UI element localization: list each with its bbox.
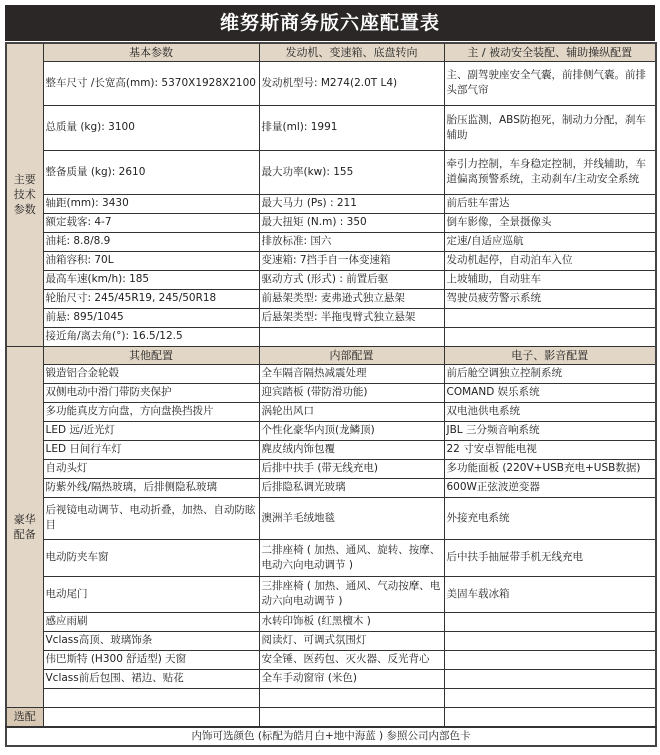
table-row <box>6 650 656 669</box>
table-row <box>6 251 656 270</box>
table-cell: 美固车载冰箱 <box>444 576 656 612</box>
table-row <box>6 688 656 707</box>
table-cell: 迎宾踏板 (带防滑功能) <box>259 383 444 402</box>
table-cell: 后排隐私调光玻璃 <box>259 478 444 497</box>
table-cell <box>444 688 656 707</box>
table-row <box>6 232 656 251</box>
table-row <box>6 213 656 232</box>
table-cell <box>444 669 656 688</box>
table-row <box>6 308 656 327</box>
table-cell <box>444 308 656 327</box>
table-row <box>6 440 656 459</box>
table-cell: 后悬架类型: 半拖曳臂式独立悬架 <box>259 308 444 327</box>
table-cell: 胎压监测，ABS防抱死，制动力分配，刹车辅助 <box>444 105 656 150</box>
table-row <box>6 612 656 631</box>
table-row <box>6 194 656 213</box>
table-row <box>6 539 656 576</box>
table-cell: 自动头灯 <box>43 459 259 478</box>
table-cell: 排放标准: 国六 <box>259 232 444 251</box>
config-table <box>5 42 657 747</box>
table-cell: 驱动方式 (形式) : 前置后驱 <box>259 270 444 289</box>
table-cell: 双侧电动中滑门带防夹保护 <box>43 383 259 402</box>
table-cell: 整备质量 (kg): 2610 <box>43 150 259 194</box>
table-row <box>6 289 656 308</box>
column-header: 主 / 被动安全装配、辅助操纵配置 <box>444 43 656 61</box>
table-row <box>6 669 656 688</box>
table-cell: 阅读灯、可调式氛围灯 <box>259 631 444 650</box>
table-cell: 牵引力控制，车身稳定控制，并线辅助，车道偏离预警系统，主动刹车/主动安全系统 <box>444 150 656 194</box>
table-cell: 双电池供电系统 <box>444 402 656 421</box>
table-cell: 多功能真皮方向盘，方向盘换挡拨片 <box>43 402 259 421</box>
column-header: 基本参数 <box>43 43 259 61</box>
table-row <box>6 421 656 440</box>
section-header-row <box>6 346 656 364</box>
table-cell: 个性化豪华内顶(龙鳞顶) <box>259 421 444 440</box>
table-cell: 总质量 (kg): 3100 <box>43 105 259 150</box>
table-cell <box>259 688 444 707</box>
table-cell <box>444 612 656 631</box>
table-cell: 锻造铝合金轮毂 <box>43 364 259 383</box>
table-row <box>6 478 656 497</box>
table-cell: LED 远/近光灯 <box>43 421 259 440</box>
column-header: 其他配置 <box>43 346 259 364</box>
table-cell: 油箱容积: 70L <box>43 251 259 270</box>
table-row <box>6 150 656 194</box>
table-row <box>6 105 656 150</box>
table-cell <box>43 688 259 707</box>
table-cell: 水转印饰板 (红黑檀木 ) <box>259 612 444 631</box>
table-cell: 轴距(mm): 3430 <box>43 194 259 213</box>
table-cell: JBL 三分频音响系统 <box>444 421 656 440</box>
table-row <box>6 402 656 421</box>
table-cell <box>259 707 444 727</box>
table-cell: 整车尺寸 /长宽高(mm): 5370X1928X2100 <box>43 61 259 105</box>
table-cell <box>259 327 444 346</box>
section-label: 主要 技术 参数 <box>6 43 43 346</box>
table-cell: 最大功率(kw): 155 <box>259 150 444 194</box>
column-header: 发动机、变速箱、底盘转向 <box>259 43 444 61</box>
table-cell: 电动防夹车窗 <box>43 539 259 576</box>
table-cell: 发动机型号: M274(2.0T L4) <box>259 61 444 105</box>
footer-note: 内饰可选颜色 (标配为皓月白+地中海蓝 ) 参照公司内部色卡 <box>6 727 656 746</box>
table-cell: 最高车速(km/h): 185 <box>43 270 259 289</box>
table-cell: 发动机起停，自动泊车入位 <box>444 251 656 270</box>
table-cell: 22 寸安卓智能电视 <box>444 440 656 459</box>
table-cell <box>444 707 656 727</box>
table-cell: 定速/自适应巡航 <box>444 232 656 251</box>
table-cell: Vclass前后包围、裙边、贴花 <box>43 669 259 688</box>
table-cell: 前悬架类型: 麦弗逊式独立悬架 <box>259 289 444 308</box>
table-cell: 电动尾门 <box>43 576 259 612</box>
table-row <box>6 707 656 727</box>
table-cell: 最大扭矩 (N.m) : 350 <box>259 213 444 232</box>
table-cell: LED 日间行车灯 <box>43 440 259 459</box>
table-cell: 倒车影像，全景摄像头 <box>444 213 656 232</box>
table-cell: 三排座椅 ( 加热、通风、气动按摩、电动六向电动调节 ) <box>259 576 444 612</box>
table-row <box>6 576 656 612</box>
column-header: 内部配置 <box>259 346 444 364</box>
section-label: 豪华 配备 <box>6 346 43 707</box>
table-cell: 600W正弦波逆变器 <box>444 478 656 497</box>
table-row <box>6 61 656 105</box>
table-cell: COMAND 娱乐系统 <box>444 383 656 402</box>
table-cell: 接近角/离去角(°): 16.5/12.5 <box>43 327 259 346</box>
table-cell: 主、副驾驶座安全气囊，前排侧气囊。前排头部气帘 <box>444 61 656 105</box>
table-row <box>6 459 656 478</box>
table-cell: 后中扶手抽屉带手机无线充电 <box>444 539 656 576</box>
table-cell: 油耗: 8.8/8.9 <box>43 232 259 251</box>
table-row <box>6 631 656 650</box>
table-cell: 额定载客: 4-7 <box>43 213 259 232</box>
table-cell: Vclass高顶、玻璃饰条 <box>43 631 259 650</box>
footer-row <box>6 727 656 746</box>
table-cell: 多功能面板 (220V+USB充电+USB数据) <box>444 459 656 478</box>
table-cell: 防紫外线/隔热玻璃，后排侧隐私玻璃 <box>43 478 259 497</box>
table-cell: 麂皮绒内饰包覆 <box>259 440 444 459</box>
table-row <box>6 497 656 539</box>
column-header: 电子、影音配置 <box>444 346 656 364</box>
table-cell: 澳洲羊毛绒地毯 <box>259 497 444 539</box>
section-header-row <box>6 43 656 61</box>
section-label: 选配 <box>6 707 43 727</box>
table-cell: 后视镜电动调节、电动折叠，加热、自动防眩目 <box>43 497 259 539</box>
table-cell <box>444 631 656 650</box>
table-cell <box>444 650 656 669</box>
table-cell: 感应雨刷 <box>43 612 259 631</box>
table-row <box>6 383 656 402</box>
table-cell: 最大马力 (Ps) : 211 <box>259 194 444 213</box>
table-cell: 上坡辅助，自动驻车 <box>444 270 656 289</box>
table-cell: 排量(ml): 1991 <box>259 105 444 150</box>
page-title: 维努斯商务版六座配置表 <box>5 5 655 41</box>
table-cell: 前后驻车雷达 <box>444 194 656 213</box>
table-cell: 安全锤、医药包、灭火器、反光背心 <box>259 650 444 669</box>
table-cell <box>444 327 656 346</box>
table-cell: 变速箱: 7挡手自一体变速箱 <box>259 251 444 270</box>
table-row <box>6 270 656 289</box>
table-cell: 前悬: 895/1045 <box>43 308 259 327</box>
table-row <box>6 364 656 383</box>
table-cell: 外接充电系统 <box>444 497 656 539</box>
table-cell: 后排中扶手 (带无线充电) <box>259 459 444 478</box>
table-cell: 伟巴斯特 (H300 舒适型) 天窗 <box>43 650 259 669</box>
table-cell: 驾驶员疲劳警示系统 <box>444 289 656 308</box>
table-cell: 轮胎尺寸: 245/45R19, 245/50R18 <box>43 289 259 308</box>
table-cell: 涡轮出风口 <box>259 402 444 421</box>
table-cell: 全车手动窗帘 (米色) <box>259 669 444 688</box>
table-cell: 全车隔音隔热减震处理 <box>259 364 444 383</box>
table-cell: 前后舱空调独立控制系统 <box>444 364 656 383</box>
table-row <box>6 327 656 346</box>
table-cell: 二排座椅 ( 加热、通风、旋转、按摩、电动六向电动调节 ) <box>259 539 444 576</box>
table-cell <box>43 707 259 727</box>
